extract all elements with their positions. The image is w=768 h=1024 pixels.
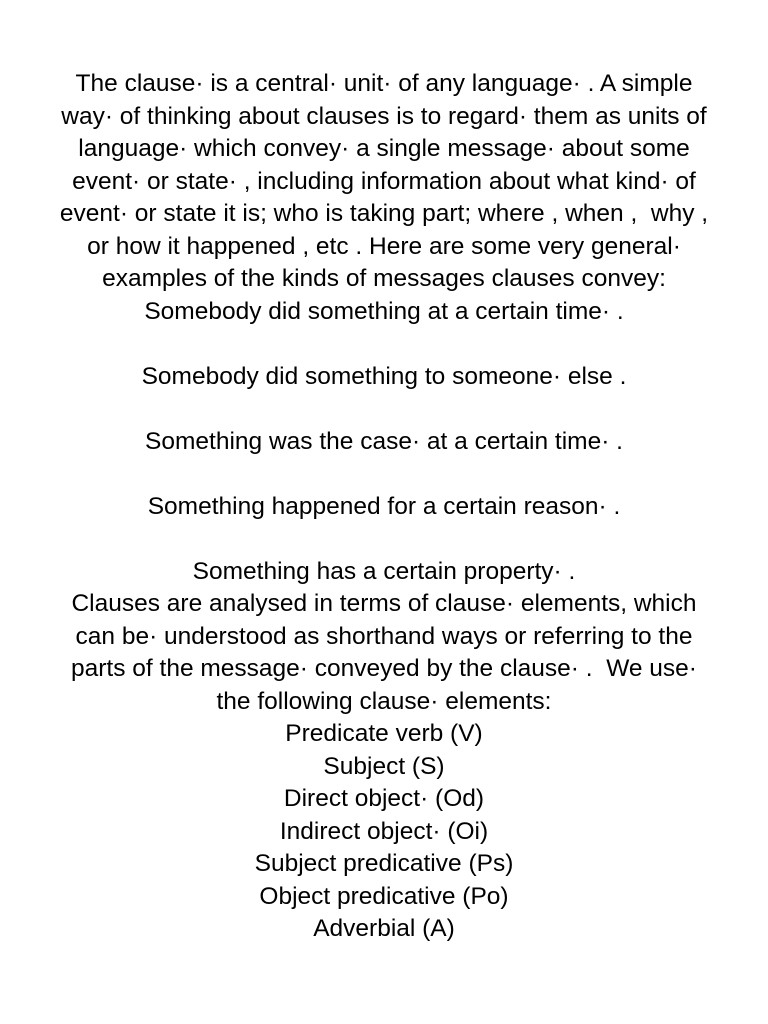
blank-line: [0, 328, 768, 361]
intro-line: event· or state it is; who is taking part; where , when , why ,: [59, 200, 709, 227]
intro-line: or how it happened , etc . Here are some very general·: [87, 232, 681, 260]
elements-intro-paragraph: [0, 588, 768, 718]
clause-element-item: Object predicative (Po): [259, 882, 509, 910]
example-sentence: Something was the case· at a certain time· .: [145, 427, 623, 455]
clause-elements-list: [0, 718, 768, 946]
elements-intro-line: the following clause· elements:: [216, 687, 552, 715]
intro-line: way· of thinking about clauses is to regard· them as units of: [61, 102, 707, 130]
clause-element-item: Direct object· (Od): [283, 785, 485, 812]
blank-line: [0, 523, 768, 556]
document-page: [0, 68, 768, 946]
blank-line: [0, 458, 768, 491]
elements-intro-line: Clauses are analysed in terms of clause· elements, which: [71, 590, 697, 617]
example-sentence: Something has a certain property· .: [192, 557, 576, 585]
example-sentence: Something happened for a certain reason· .: [147, 492, 621, 520]
clause-element-item: Adverbial (A): [313, 915, 455, 942]
elements-intro-line: can be· understood as shorthand ways or referring to the: [75, 622, 693, 650]
intro-line: The clause· is a central· unit· of any language· . A simple: [75, 70, 693, 97]
intro-line: Somebody did something at a certain time· .: [144, 297, 624, 325]
intro-line: language· which convey· a single message· about some: [78, 135, 690, 162]
clause-element-item: Indirect object· (Oi): [279, 817, 489, 845]
clause-element-item: Subject (S): [323, 752, 445, 780]
elements-intro-line: parts of the message· conveyed by the clause· . We use·: [71, 655, 697, 682]
intro-paragraph: [0, 68, 768, 328]
example-sentence: Somebody did something to someone· else .: [141, 362, 627, 390]
intro-line: examples of the kinds of messages clauses convey:: [102, 265, 666, 292]
clause-element-item: Predicate verb (V): [285, 720, 483, 747]
intro-line: event· or state· , including information about what kind· of: [72, 167, 696, 195]
clause-element-item: Subject predicative (Ps): [254, 850, 514, 877]
blank-line: [0, 393, 768, 426]
